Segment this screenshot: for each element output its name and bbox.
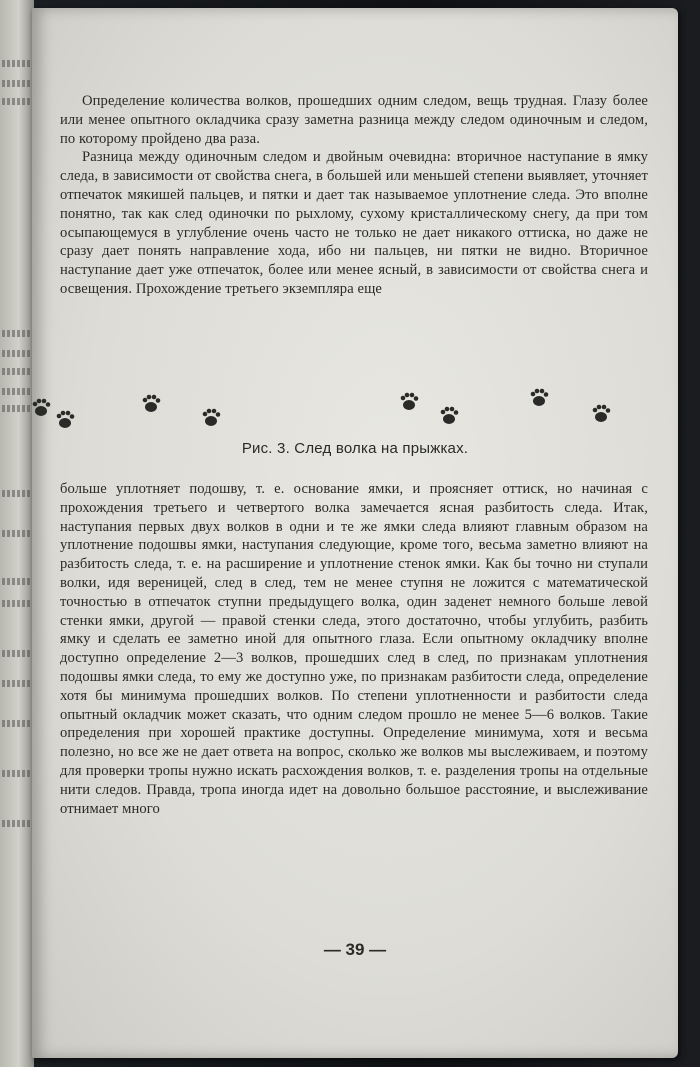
- text-block-top: [60, 92, 648, 299]
- wolf-tracks-figure: [32, 380, 678, 430]
- paragraph: больше уплотняет подошву, т. е. основание ямки, и проясняет оттиск, но начиная с прохождения третьего и четвертого волка замечается ясная разбитость следа. Итак, наступания первых двух волков в одни и те же ямки следа влияют главным образом на уплотнение подошвы ямки, наступания следующие, кроме того, весьма заметно влияют на разбитость следа, т. е. на расширение и уплотнение стенок ямки. Как бы точно ни ступали волки, идя вереницей, след в след, тем не менее ступня не ложится с математической точностью в отпечаток ступни предыдущего волка, один заденет немного больше левой стенки ямки, другой — правой стенки следа, этого достаточно, чтобы углубить, разбить ямку и сделать ее заметно иной для опытного глаза. Если опытному окладчику вполне доступно определение 2—3 волков, прошедших след в след, по признакам уплотнения подошвы ямки следа, то ему же доступно уже, по признакам разбитости следа, определение хотя бы минимума прошедших волков. По степени уплотненности и разбитости следа опытный окладчик может сказать, что одним следом прошло не менее 5—6 волков. Такие определения при хорошей практике доступны. Определение минимума, хотя и весьма полезно, но все же не дает ответа на вопрос, сколько же волков мы выслеживаем, и поэтому для проверки тропы нужно искать расхождения волков, т. е. разделения тропы на отдельные нити следов. Правда, тропа иногда идет на довольно большое расстояние, и выслеживание отнимает много: [60, 481, 648, 817]
- figure-caption: Рис. 3. След волка на прыжках.: [241, 440, 469, 457]
- text-block-bottom: [60, 480, 648, 818]
- wolf-paw-print-icon: [590, 404, 612, 424]
- paragraph: Разница между одиночным следом и двойным очевидна: вторичное наступание в ямку следа, в зависимости от свойства снега, в большей или меньшей степени выявляет, уточняет отпечаток мякишей пальцев, и пятки и дает так называемое уплотнение следа. Это вполне понятно, так как след одиночки по рыхлому, сухому кристаллическому снегу, да при том осыпающемуся в углубление очень часто не только не дает никакого оттиска, но даже не сразу дает понять направление хода, ибо ни пальцев, ни пятки не видно. Вторичное наступание дает уже отпечаток, более или менее ясный, в зависимости от свойства снега и освещения. Прохождение третьего экземпляра еще: [60, 149, 648, 297]
- wolf-paw-print-icon: [438, 406, 460, 426]
- wolf-paw-print-icon: [200, 408, 222, 428]
- wolf-paw-print-icon: [398, 392, 420, 412]
- book-page: [32, 8, 678, 1058]
- wolf-paw-print-icon: [54, 410, 76, 430]
- wolf-paw-print-icon: [30, 398, 52, 418]
- page-number: — 39 —: [323, 940, 387, 959]
- left-page-edge: [0, 0, 34, 1067]
- paragraph: Определение количества волков, прошедших одним следом, вещь трудная. Глазу более или менее опытного окладчика сразу заметна разница между следом одиночным и следом, по которому пройдено два раза.: [60, 93, 648, 147]
- wolf-paw-print-icon: [528, 388, 550, 408]
- wolf-paw-print-icon: [140, 394, 162, 414]
